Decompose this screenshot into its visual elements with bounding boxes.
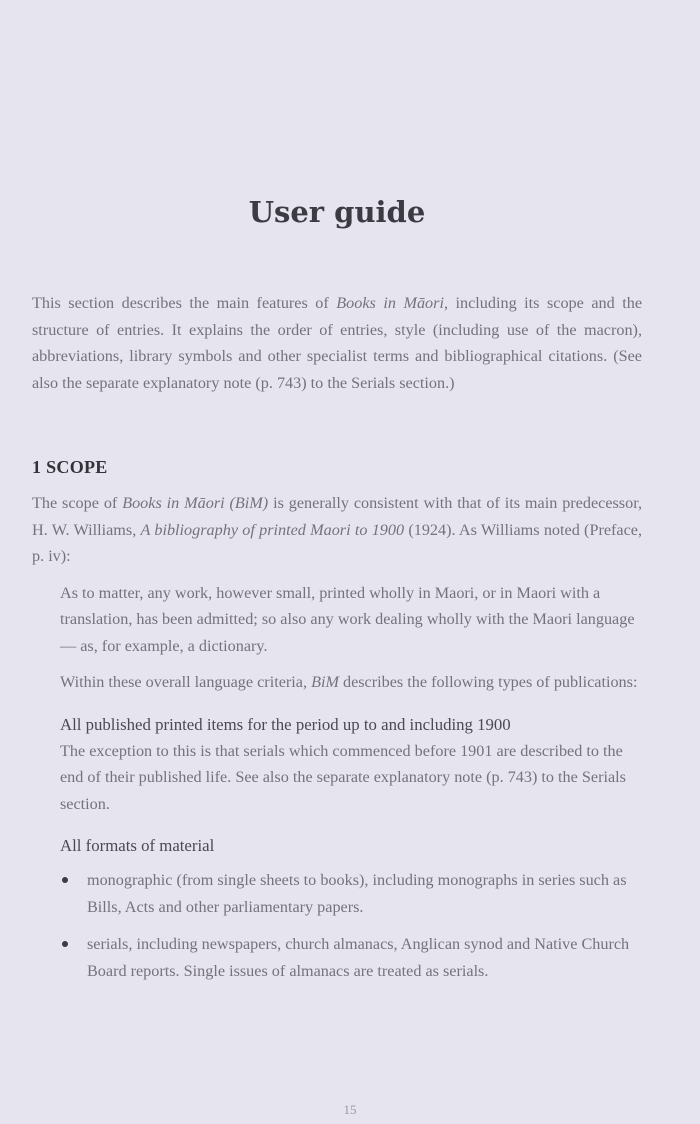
intro-book-title: Books in Māori [336, 294, 444, 312]
list-item [60, 931, 642, 984]
williams-quote: As to matter, any work, however small, printed wholly in Maori, or in Maori with a translation, has been admitted; so also any work dealing wholly with the Maori language — as, for example, a dictionary. [60, 583, 635, 655]
item-text-serials-exception: The exception to this is that serials which commenced before 1901 are described to the end of their published life. See also the separate explanatory note (p. 743) to the Serials section. [60, 741, 626, 813]
intro-text-1: This section describes the main features of [32, 294, 337, 312]
item-heading-formats: All formats of material [60, 836, 215, 855]
formats-list [60, 867, 642, 984]
list-item-text: serials, including newspapers, church almanacs, Anglican synod and Native Church Board reports. Single issues of almanacs are treated as serials. [87, 935, 630, 980]
scope-text-1: The scope of [32, 494, 123, 512]
criteria-text-2: describes the following types of publications: [338, 673, 638, 691]
scope-book-title: Books in Māori (BiM) [122, 494, 269, 512]
item-heading-published-items: All published printed items for the period up to and including 1900 [60, 714, 511, 734]
criteria-paragraph [32, 669, 642, 696]
intro-paragraph [32, 290, 642, 396]
bullet-icon [62, 877, 68, 883]
list-item-text: monographic (from single sheets to books), including monographs in series such as Bills, Acts and other parliamentary papers. [87, 871, 627, 916]
scope-text-3: (1924). As Williams noted (Preface, p. iv): [32, 520, 643, 565]
scope-paragraph [32, 490, 642, 570]
criteria-text-1: Within these overall language criteria, [60, 673, 312, 691]
section-heading-scope: 1 SCOPE [32, 457, 108, 477]
list-item [60, 867, 642, 920]
bullet-icon [62, 941, 68, 947]
page-title: User guide [248, 195, 426, 229]
scope-predecessor-title: A bibliography of printed Maori to 1900 [140, 520, 405, 539]
page-number: 15 [343, 1102, 357, 1117]
intro-text-2: , including its scope and the structure of entries. It explains the order of entries, style (including use of the macron), abbreviations, library symbols and other specialist terms and bibliographical citations. (See also the separate explanatory note (p. 743) to the Serials section.) [32, 294, 643, 392]
criteria-abbrev: BiM [311, 673, 339, 691]
scope-text-2: is generally consistent with that of its main predecessor, H. W. Williams, [32, 494, 642, 539]
